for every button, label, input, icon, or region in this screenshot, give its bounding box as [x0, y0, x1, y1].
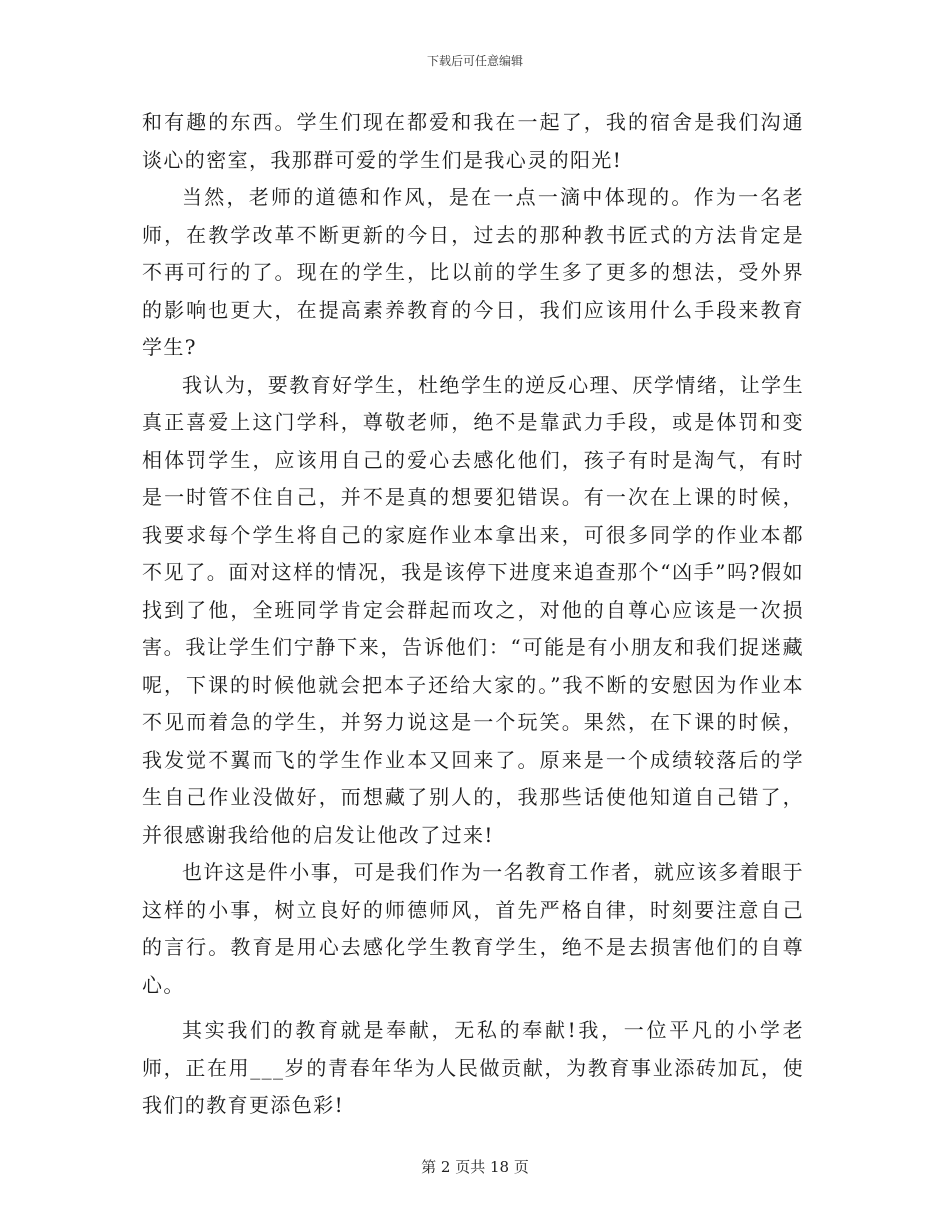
document-body [142, 104, 804, 1125]
paragraph-4: 也许这是件小事，可是我们作为一名教育工作者，就应该多着眼于这样的小事，树立良好的师德师风，首先严格自律，时刻要注意自己的言行。教育是用心去感化学生教育学生，绝不是去损害他们的自尊心。 [142, 860, 804, 997]
paragraph-1: 和有趣的东西。学生们现在都爱和我在一起了，我的宿舍是我们沟通谈心的密室，我那群可爱的学生们是我心灵的阳光! [142, 110, 804, 172]
page-header: 下载后可任意编辑 [426, 54, 523, 68]
paragraph-3: 我认为，要教育好学生，杜绝学生的逆反心理、厌学情绪，让学生真正喜爱上这门学科，尊敬老师，绝不是靠武力手段，或是体罚和变相体罚学生，应该用自己的爱心去感化他们，孩子有时是淘气，有时是一时管不住自己，并不是真的想要犯错误。有一次在上课的时候，我要求每个学生将自己的家庭作业本拿出来，可很多同学的作业本都不见了。面对这样的情况，我是该停下进度来追查那个“凶手”吗?假如找到了他，全班同学肯定会群起而攻之，对他的自尊心应该是一次损害。我让学生们宁静下来，告诉他们：“可能是有小朋友和我们捉迷藏呢，下课的时候他就会把本子还给大家的。”我不断的安慰因为作业本不见而着急的学生，并努力说这是一个玩笑。果然，在下课的时候，我发觉不翼而飞的学生作业本又回来了。原来是一个成绩较落后的学生自己作业没做好，而想藏了别人的，我那些话使他知道自己错了，并很感谢我给他的启发让他改了过来! [142, 372, 804, 847]
paragraph-5: 其实我们的教育就是奉献，无私的奉献!我，一位平凡的小学老师，正在用___岁的青春年华为人民做贡献，为教育事业添砖加瓦，使我们的教育更添色彩! [142, 1018, 804, 1117]
paragraph-2: 当然，老师的道德和作风，是在一点一滴中体现的。作为一名老师，在教学改革不断更新的今日，过去的那种教书匠式的方法肯定是不再可行的了。现在的学生，比以前的学生多了更多的想法，受外界的影响也更大，在提高素养教育的今日，我们应该用什么手段来教育学生? [142, 185, 804, 359]
page-number-footer: 第 2 页共 18 页 [421, 1158, 529, 1176]
